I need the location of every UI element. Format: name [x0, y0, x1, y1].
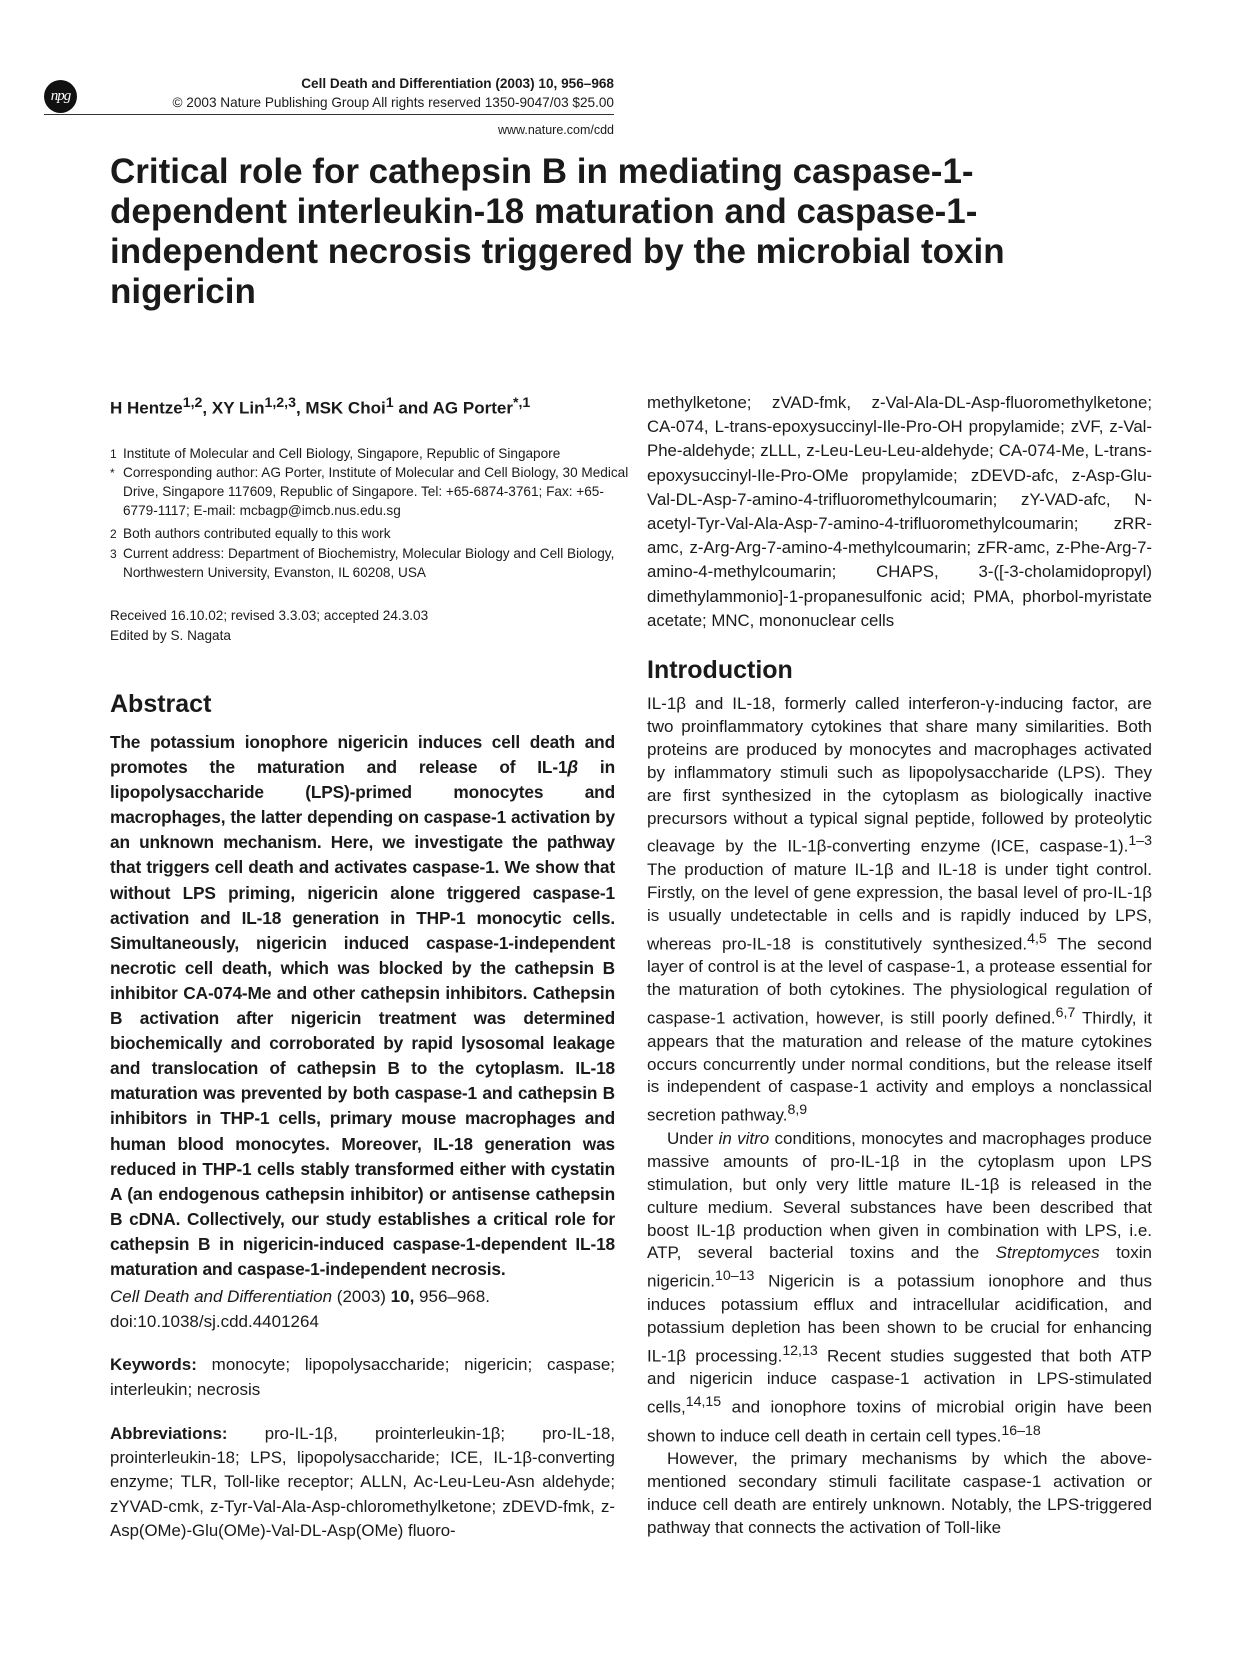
affiliation-mark: 3 [110, 547, 117, 561]
reference: 14,15 [685, 1394, 722, 1411]
reference: 1–3 [1128, 833, 1152, 850]
author-name: H Hentze [110, 398, 183, 418]
keywords [110, 1353, 615, 1402]
copyright-line: © 2003 Nature Publishing Group All rights reserved 1350-9047/03 $25.00 [172, 95, 614, 110]
author-conjunction: and [398, 398, 429, 418]
author-affil-sup: 1,2 [182, 395, 203, 411]
journal-url[interactable]: www.nature.com/cdd [497, 123, 614, 137]
npg-logo: npg [44, 80, 77, 113]
paragraph: However, the primary mechanisms by which the above-mentioned secondary stimuli facilitate caspase-1 activation or induce cell death are entirely unknown. Notably, the LPS-triggered pathway that connects the activation of Toll-like [647, 1449, 1152, 1538]
keywords-text: monocyte; lipopolysaccharide; nigericin; caspase; interleukin; necrosis [110, 1355, 615, 1399]
reference: 4,5 [1027, 930, 1047, 947]
edited-by: Edited by S. Nagata [110, 628, 231, 643]
reference: 16–18 [1001, 1422, 1041, 1439]
reference: 10–13 [715, 1268, 755, 1285]
affiliation-text: Corresponding author: AG Porter, Institute of Molecular and Cell Biology, 30 Medical Drive, Singapore 117609, Republic of Singapore. Tel: +65-6874-3761; Fax: +65-6779-1117; E-mail: mcbagp@imcb.nus.edu.sg [123, 465, 629, 518]
article-dates [110, 606, 630, 646]
author-affil-sup: 1,2,3 [264, 395, 296, 411]
author-name: XY Lin [211, 398, 265, 418]
citation: Cell Death and Differentiation (2003) 10, 956–968. doi:10.1038/sj.cdd.4401264 [110, 1287, 490, 1331]
reference: 8,9 [787, 1102, 808, 1119]
journal-line: Cell Death and Differentiation (2003) 10, 956–968 [301, 76, 614, 91]
affiliation-text: Both authors contributed equally to this work [123, 526, 391, 541]
affiliation-mark: 2 [110, 527, 117, 541]
introduction-heading: Introduction [647, 656, 793, 684]
paragraph: IL-1β and IL-18, formerly called interferon-γ-inducing factor, are two proinflammatory cytokines that share many similarities. Both proteins are produced by monocytes and macrophages activated by inflammatory stimuli such as lipopolysaccharide (LPS). They are first synthesized in the cytoplasm as biologically inactive precursors without a typical signal peptide, followed by proteolytic cleavage by the IL-1β-converting enzyme (ICE, caspase-1).$^{1-3}$ The production of mature IL-1β and IL-18 is under tight control. Firstly, on the level of gene expression, the basal level of pro-IL-1β is usually undetectable in cells and is rapidly induced by LPS, whereas pro-IL-18 is constitutively synthesized.$^{4,5}$ The second layer of control is at the level of caspase-1, a protease essential for the maturation of both cytokines. The physiological regulation of caspase-1 activation, however, is still poorly defined.$^{6,7}$ Thirdly, it appears that the maturation and release of the mature cytokines occurs concurrently under normal conditions, but the release itself is independent of caspase-1 activity and employs a nonclassical secretion pathway.$^{8,9}$ [647, 694, 1153, 1126]
author-affil-sup: *,1 [512, 395, 531, 411]
author-list: H Hentze$^{1,2}$, XY Lin$^{1,2,3}$, MSK Choi$^1$ and AG Porter$^{*,1}$ [110, 395, 531, 418]
affiliation [110, 464, 630, 520]
keywords-label: Keywords: [110, 1355, 197, 1374]
paragraph: Under in vitro conditions, monocytes and macrophages produce massive amounts of pro-IL-1β in the cytoplasm upon LPS stimulation, but only very little mature IL-1β is released in the culture medium. Several substances have been described that boost IL-1β production when given in combination with LPS, i.e. ATP, several bacterial toxins and the Streptomyces toxin nigericin.$^{10-13}$ Nigericin is a potassium ionophore and thus induces potassium efflux and intracellular acidification, and potassium depletion has been shown to be crucial for enhancing IL-1β processing.$^{12,13}$ Recent studies suggested that both ATP and nigericin induce caspase-1 activation in LPS-stimulated cells,$^{14,15}$ and ionophore toxins of microbial origin have been shown to induce cell death in certain cell types.$^{16-18}$ [647, 1128, 1153, 1446]
abstract-body: The potassium ionophore nigericin induces cell death and promotes the maturation and release of IL-1β in lipopolysaccharide (LPS)-primed monocytes and macrophages, the latter depending on caspase-1 activation by an unknown mechanism. Here, we investigate the pathway that triggers cell death and activates caspase-1. We show that without LPS priming, nigericin alone triggered caspase-1 activation and IL-18 generation in THP-1 monocytic cells. Simultaneously, nigericin induced caspase-1-independent necrotic cell death, which was blocked by the cathepsin B inhibitor CA-074-Me and other cathepsin inhibitors. Cathepsin B activation after nigericin treatment was determined biochemically and corroborated by rapid lysosomal leakage and translocation of cathepsin B to the cytoplasm. IL-18 maturation was prevented by both caspase-1 and cathepsin B inhibitors in THP-1 cells, primary mouse macrophages and human blood monocytes. Moreover, IL-18 generation was reduced in THP-1 cells stably transformed either with cystatin A (an endogenous cathepsin inhibitor) or antisense cathepsin B cDNA. Collectively, our study establishes a critical role for cathepsin B in nigericin-induced caspase-1-dependent IL-18 maturation and caspase-1-independent necrosis. [110, 732, 615, 1279]
affiliation-mark: * [110, 466, 115, 480]
reference: 12,13 [782, 1342, 818, 1359]
abstract-heading: Abstract [110, 690, 212, 718]
affiliation-text: Current address: Department of Biochemistry, Molecular Biology and Cell Biology, Northwestern University, Evanston, IL 60208, USA [123, 546, 615, 580]
affiliation [110, 545, 630, 583]
abbreviations-part-1: Abbreviations: pro-IL-1β, prointerleukin-1β; pro-IL-18, prointerleukin-18; LPS, lipopolysaccharide; ICE, IL-1β-converting enzyme; TLR, Toll-like receptor; ALLN, Ac-Leu-Leu-Asn aldehyde; zYVAD-cmk, z-Tyr-Val-Ala-Asp-chloromethylketone; zDEVD-fmk, z-Asp(OMe)-Glu(OMe)-Val-DL-Asp(OMe) fluoro- [110, 1424, 615, 1540]
received-dates: Received 16.10.02; revised 3.3.03; accepted 24.3.03 [110, 608, 429, 623]
author-name: AG Porter [432, 398, 513, 418]
introduction-body [647, 693, 1152, 1540]
affiliation [110, 445, 630, 464]
affiliation-mark: 1 [110, 447, 117, 461]
author-name: MSK Choi [305, 398, 386, 418]
affiliation [110, 525, 630, 544]
author-affil-sup: 1 [385, 395, 394, 411]
affiliation-text: Institute of Molecular and Cell Biology, Singapore, Republic of Singapore [123, 446, 561, 461]
abbreviations-part-2: methylketone; zVAD-fmk, z-Val-Ala-DL-Asp-fluoromethylketone; CA-074, L-trans-epoxysuccinyl-Ile-Pro-OH propylamide; zVF, z-Val-Phe-aldehyde; zLLL, z-Leu-Leu-Leu-aldehyde; CA-074-Me, L-trans-epoxysuccinyl-Ile-Pro-OMe propylamide; zDEVD-afc, z-Asp-Glu-Val-DL-Asp-7-amino-4-trifluoromethylcoumarin; zY-VAD-afc, N-acetyl-Tyr-Val-Ala-Asp-7-amino-4-trifluoromethylcoumarin; zRR-amc, z-Arg-Arg-7-amino-4-methylcoumarin; zFR-amc, z-Phe-Arg-7-amino-4-methylcoumarin; CHAPS, 3-([-3-cholamidopropyl) dimethylammonio]-1-propanesulfonic acid; PMA, phorbol-myristate acetate; MNC, mononuclear cells [647, 393, 1152, 630]
header-rule [44, 114, 614, 115]
abbreviations-label: Abbreviations: [110, 1424, 228, 1443]
article-title: Critical role for cathepsin B in mediating caspase-1-dependent interleukin-18 maturation and caspase-1-independent necrosis triggered by the microbial toxin nigericin [110, 152, 1005, 311]
reference: 6,7 [1055, 1005, 1076, 1022]
